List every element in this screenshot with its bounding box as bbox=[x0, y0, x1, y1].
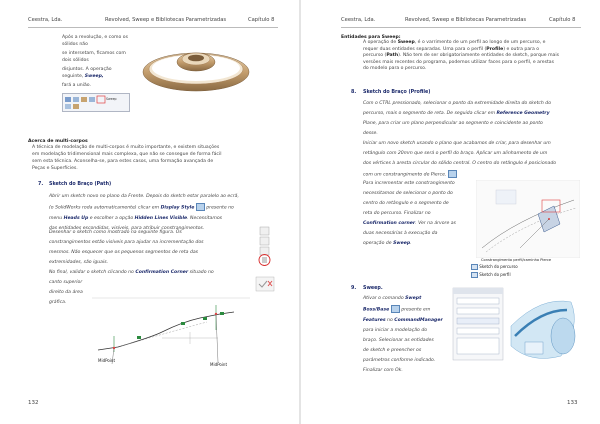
step-9-body: Ativar o comando Swept Boss/Base presente em Features no CommandManager para iniciar a modelação do braço. Selecionar as entidades de sketch e preencher os parâmetros conforme indicado. Finalizar com Ok. bbox=[363, 296, 443, 373]
sweep-entities-title: Entidades para Sweep: bbox=[341, 35, 401, 40]
tree-item-path-sketch: Sketch do percurso bbox=[479, 264, 518, 269]
right-page bbox=[301, 0, 600, 424]
revolved-rings-figure bbox=[136, 38, 256, 98]
sketch-icon bbox=[471, 272, 478, 278]
swept-boss-icon bbox=[391, 305, 400, 313]
header-rule bbox=[341, 27, 581, 28]
display-style-icon bbox=[196, 203, 205, 211]
step-7-body: Abrir um sketch novo no plano da Frente. Depois do sketch estar paralelo ao ecrã, (o SolidWorks roda automaticamente) clicar em Display Style presente no menu Heads Up e escolher a opção Hidden Lines Visible. Necessitamos das entidades escondidas, visíveis, para atribuir constrangimentos. bbox=[49, 194, 239, 231]
confirmation-corner-icon bbox=[255, 276, 275, 292]
header-author: Ceestra, Lda. bbox=[28, 17, 63, 23]
feature-tree-snippet bbox=[471, 264, 559, 282]
sketch-icon bbox=[471, 264, 478, 270]
step-7-title: Sketch do Braço (Path) bbox=[49, 182, 112, 187]
midpoint-label-right: MidPoint bbox=[210, 362, 228, 367]
midpoint-label-left: MidPoint bbox=[98, 358, 116, 363]
header-chapter: Capítulo 8 bbox=[248, 17, 275, 23]
step-7-body-2: Desenhar o sketch como mostrado na seguinte figura. Os constrangimentos estão visíveis para ajudar na incrementação dos mesmos. Não esquecer que os pequenos segmentos de reta das extremidades, são iguais. bbox=[49, 230, 204, 265]
pierce-caption: Constrangimento perfil/caminho Pierce bbox=[481, 258, 552, 262]
header-rule bbox=[28, 27, 278, 28]
page-number: 132 bbox=[28, 400, 39, 406]
multibody-title: Acerca de multi-corpos bbox=[28, 139, 88, 144]
path-sketch-figure bbox=[92, 292, 250, 368]
left-page bbox=[0, 0, 299, 424]
toolbar-screenshot bbox=[62, 93, 130, 112]
step-9-number: 9. bbox=[351, 286, 357, 291]
step-7-number: 7. bbox=[38, 182, 44, 187]
header-chapter-title: Revolved, Sweep e Bibliotecas Parametrizadas bbox=[405, 17, 527, 23]
intro-paragraph: Após a revolução, e como os sólidos não se intersetam, ficamos com dois sólidos disjuntos. A operação seguinte, Sweep, fará a união. bbox=[62, 35, 128, 88]
constraint-icons bbox=[258, 226, 276, 274]
profile-sketch-figure bbox=[476, 180, 580, 258]
sweep-propertymanager-figure bbox=[451, 286, 579, 370]
header-chapter: Capítulo 8 bbox=[549, 17, 576, 23]
page-number: 133 bbox=[567, 400, 578, 406]
step-9-title: Sweep. bbox=[363, 286, 383, 291]
step-8-number: 8. bbox=[351, 90, 357, 95]
pierce-icon bbox=[448, 170, 457, 178]
multibody-paragraph: A técnica de modelação de multi-corpos é muito importante, e existem situações em modelação tridimensional mais complexa, que não se consegue de forma fácil sem esta técnica. Aconselha-se, para estes casos, uma formação avançada de Peças e Superfícies. bbox=[32, 145, 222, 171]
step-8-title: Sketch do Braço (Profile) bbox=[363, 90, 431, 95]
sweep-entities-paragraph: A operação de Sweep, é o varrimento de um perfil ao longo de um percurso, e requer duas entidades separadas. Uma para o perfil (Profile) e outra para o percurso (Path). Não tem de ser obrigatoriamente entidades de sketch, porque mais versões mais recentes do programa, podemos utilizar faces para o perfil, e arestas do modelo para o percurso. bbox=[363, 40, 560, 72]
step-8-body-2: Para incrementar este constrangimento necessitamos de selecionar o ponto do centro do retângulo e o segmento de reta do percurso. Finalizar no Confirmation corner. Ver na árvore as duas necessárias à execução da operação de Sweep. bbox=[363, 181, 456, 246]
header-author: Ceestra, Lda. bbox=[341, 17, 376, 23]
step-7-body-3: No final, validar o sketch clicando no Confirmation Corner situado no canto superior direito da área gráfica. bbox=[49, 270, 214, 305]
tree-item-profile-sketch: Sketch do perfil bbox=[479, 272, 511, 277]
header-chapter-title: Revolved, Sweep e Bibliotecas Parametrizadas bbox=[105, 17, 227, 23]
step-8-body: Com o CTRL pressionado, selecionar o ponto da extremidade direita do sketch do percurso, mais o segmento de reta. De seguida clicar em Reference Geometry Plane, para criar um plano perpendicular ao segmento e coincidente ao ponto desse. Iniciar um novo sketch usando o plano que acabamos de criar, para desenhar um retângulo com 20mm que será o perfil do braço. Aplicar um alinhamento de um dos vértices à aresta circular do sólido central. O centro do retângulo é posicionado com um constrangimento de Pierce. bbox=[363, 101, 557, 178]
toolbar-sweep-label: Sweep bbox=[106, 97, 117, 101]
